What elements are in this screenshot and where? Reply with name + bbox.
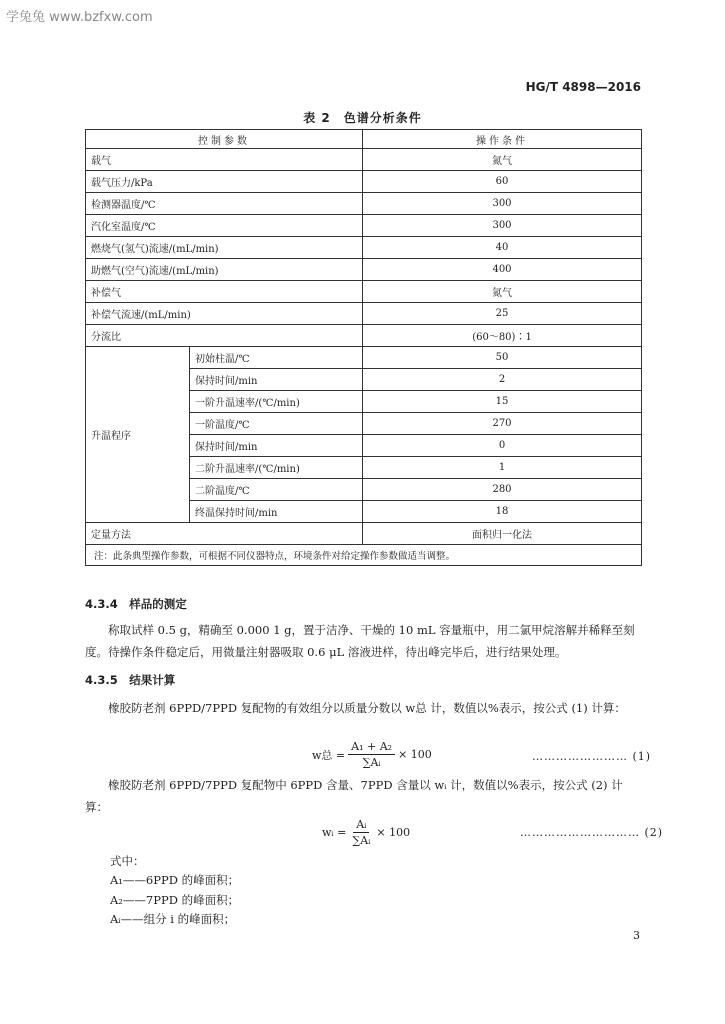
where-item: A₁——6PPD 的峰面积； xyxy=(110,873,240,887)
table-note: 注：此条典型操作参数，可根据不同仪器特点，环境条件对给定操作参数做适当调整。 xyxy=(86,545,642,566)
header-value: 操作条件 xyxy=(363,130,642,149)
row-value: 300 xyxy=(363,215,642,237)
equation-number-1: …………………… (1) xyxy=(532,750,652,763)
table-row xyxy=(86,325,642,347)
conditions-table xyxy=(85,129,642,566)
section-text-434: 称取试样 0.5 g，精确至 0.000 1 g，置于洁净、干燥的 10 mL 容量瓶中，用二氯甲烷溶解并稀释至刻度。待操作条件稳定后，用微量注射器吸取 0.6 μL 溶液进样，待出峰完毕后，进行结果处理。 xyxy=(85,623,635,659)
section-heading-434: 4.3.4 样品的测定 xyxy=(85,597,187,611)
row-param: 分流比 xyxy=(86,325,363,347)
row-value: 25 xyxy=(363,303,642,325)
program-value: 0 xyxy=(363,435,642,457)
quant-label: 定量方法 xyxy=(86,523,363,545)
formula-1-denominator: ∑Aᵢ xyxy=(362,756,381,769)
quant-value: 面积归一化法 xyxy=(363,523,642,545)
table-row xyxy=(86,193,642,215)
section-heading-435: 4.3.5 结果计算 xyxy=(85,673,176,687)
page-number: 3 xyxy=(633,929,640,942)
row-value: 300 xyxy=(363,193,642,215)
table-header-row xyxy=(86,130,642,149)
table-row xyxy=(86,149,642,171)
table-title: 表 2 色谱分析条件 xyxy=(303,111,422,125)
program-param: 终温保持时间/min xyxy=(190,501,363,523)
formula-1-tail: × 100 xyxy=(398,748,432,761)
program-value: 280 xyxy=(363,479,642,501)
program-param: 初始柱温/℃ xyxy=(190,347,363,369)
row-value: 氮气 xyxy=(363,149,642,171)
program-value: 15 xyxy=(363,391,642,413)
where-item: A₂——7PPD 的峰面积； xyxy=(110,893,240,907)
program-param: 一阶升温速率/(℃/min) xyxy=(190,391,363,413)
row-param: 载气 xyxy=(86,149,363,171)
table-row xyxy=(86,523,642,545)
program-param: 保持时间/min xyxy=(190,369,363,391)
formula-2-lhs: wᵢ = xyxy=(322,826,347,839)
watermark: 学兔兔 www.bzfxw.com xyxy=(6,10,153,25)
formula-2-numerator: Aᵢ xyxy=(353,818,369,833)
row-value: 60 xyxy=(363,171,642,193)
equation-number-2: ………………………… (2) xyxy=(520,826,664,839)
program-param: 二阶升温速率/(℃/min) xyxy=(190,457,363,479)
section-text-435-1: 橡胶防老剂 6PPD/7PPD 复配物的有效组分以质量分数以 w总 计，数值以%表示，按公式 (1) 计算： xyxy=(108,701,626,715)
formula-2 xyxy=(322,818,410,847)
section-text-435-2: 橡胶防老剂 6PPD/7PPD 复配物中 6PPD 含量、7PPD 含量以 wᵢ 计，数值以%表示，按公式 (2) 计算： xyxy=(85,778,623,814)
table-row xyxy=(86,259,642,281)
row-param: 检测器温度/℃ xyxy=(86,193,363,215)
table-row xyxy=(86,171,642,193)
program-value: 1 xyxy=(363,457,642,479)
row-param: 助燃气(空气)流速/(mL/min) xyxy=(86,259,363,281)
program-label: 升温程序 xyxy=(86,347,190,523)
formula-1-fraction xyxy=(348,740,395,769)
row-param: 补偿气 xyxy=(86,281,363,303)
table-note-row xyxy=(86,545,642,566)
row-value: 40 xyxy=(363,237,642,259)
where-intro: 式中： xyxy=(110,854,145,868)
program-param: 一阶温度/℃ xyxy=(190,413,363,435)
row-param: 载气压力/kPa xyxy=(86,171,363,193)
program-value: 2 xyxy=(363,369,642,391)
table-row xyxy=(86,303,642,325)
formula-2-denominator: ∑Aᵢ xyxy=(352,834,371,847)
row-value: 400 xyxy=(363,259,642,281)
program-param: 二阶温度/℃ xyxy=(190,479,363,501)
program-value: 50 xyxy=(363,347,642,369)
where-item: Aᵢ——组分 i 的峰面积； xyxy=(110,912,236,926)
row-param: 补偿气流速/(mL/min) xyxy=(86,303,363,325)
program-value: 18 xyxy=(363,501,642,523)
program-value: 270 xyxy=(363,413,642,435)
formula-1 xyxy=(312,740,432,769)
formula-1-numerator: A₁ + A₂ xyxy=(348,740,395,755)
formula-2-fraction xyxy=(349,818,373,847)
formula-1-lhs: w总 = xyxy=(312,748,346,762)
row-value: 氮气 xyxy=(363,281,642,303)
formula-2-tail: × 100 xyxy=(376,826,411,839)
program-param: 保持时间/min xyxy=(190,435,363,457)
row-param: 燃烧气(氢气)流速/(mL/min) xyxy=(86,237,363,259)
table-row xyxy=(86,347,642,369)
header-param: 控制参数 xyxy=(86,130,363,149)
table-row xyxy=(86,215,642,237)
table-row xyxy=(86,281,642,303)
standard-number: HG/T 4898—2016 xyxy=(525,80,641,94)
table-row xyxy=(86,237,642,259)
row-param: 汽化室温度/℃ xyxy=(86,215,363,237)
row-value: (60～80)∶1 xyxy=(363,325,642,347)
